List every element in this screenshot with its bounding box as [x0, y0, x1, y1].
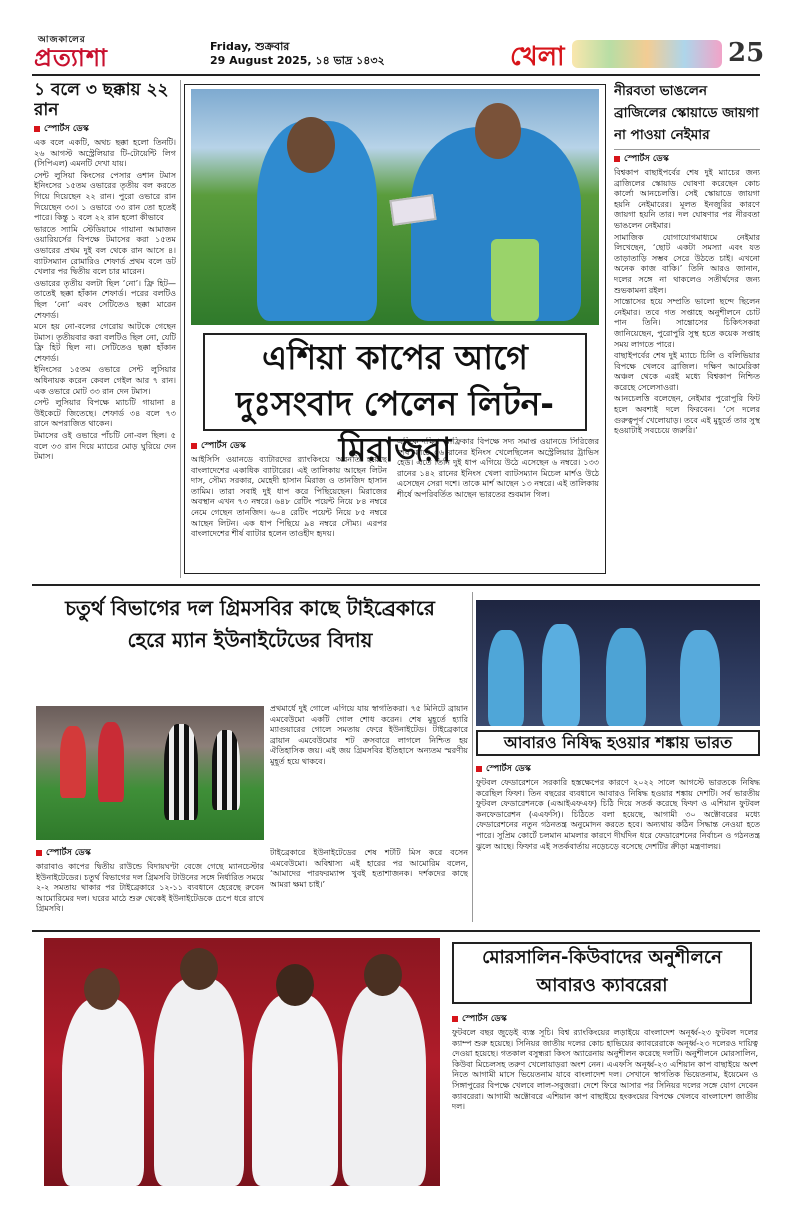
player-head-left [287, 117, 335, 173]
section-divider [32, 584, 760, 586]
india-player-4 [680, 630, 720, 726]
story5-byline [476, 762, 760, 776]
story3-paragraph: আনচেলত্তি বলেছেন, নেইমার পুরোপুরি ফিট হলে অবশ্যই দলে ফিরবেন। ‘সে দলের গুরুত্বপূর্ণ খেলোয়াড়। তবে এই মুহূর্তে তার সুস্থ হওয়াটাই সবচেয়ে জরুরি।’ [614, 394, 760, 436]
cricket-training-photo [191, 89, 599, 325]
story2-col-1 [191, 437, 387, 571]
story1-byline-text: স্পোর্টস ডেস্ক [44, 124, 89, 134]
story2-byline-text: স্পোর্টস ডেস্ক [201, 441, 246, 451]
story6-headline-line1: মোরসালিন-কিউবাদের অনুশীলনে [482, 947, 722, 968]
story5-headline-text: আবারও নিষিদ্ধ হওয়ার শঙ্কায় ভারত [503, 733, 733, 752]
story2-paragraph: আইসিসি ওয়ানডে ব্যাটারদের র‍্যাংকিংয়ে অবনতি হয়েছে বাংলাদেশের একাধিক ব্যাটারের। এই তালিকায় আছেন লিটন দাস, সৌম্য সরকার, মেহেদী হাসান মিরাজ ও তানজিদ হাসান তামিম। তারা সবাই দুই ধাপ করে পিছিয়েছেন। মিরাজের অবস্থান এখন ৭৩ নম্বরে। ৬৪৮ রেটিং পয়েন্ট নিয়ে ৮৪ নম্বরে নেমে গেছেন তানজিদ। ৬০৪ রেটিং পয়েন্ট নিয়ে ৮৫ নম্বরে আছেন লিটন। এক ধাপ পিছিয়ে ৯৪ নম্বরে সৌম্য। এরপর বাংলাদেশের শীর্ষ ব্যাটার হলেন তাওহীদ হৃদয়। [191, 455, 387, 539]
story1-paragraph: ভারতে স্যামি স্টেডিয়ামে গায়ানা আমাজন ওয়ারিয়র্সের বিপক্ষে টমাসের করা ১৫তম ওভারের প্রথম দুই বল থেকে রান আসে ৪। ব্যাটসম্যান রোমারিও শেফার্ড প্রথম বলে ডট খেলার পর দ্বিতীয় বলে চার মারেন। [34, 224, 176, 277]
byline-square-icon [191, 443, 197, 449]
byline-square-icon [614, 156, 620, 162]
section-divider [32, 930, 760, 932]
byline-square-icon [36, 850, 42, 856]
story1-paragraph: টমাসের ওই ওভারে পাঁচটি নো-বল ছিল। ৫ বলে ৩৩ রান দিয়ে ম্যাচের মোড় ঘুরিয়ে দেন টমাস। [34, 431, 176, 462]
u23-head-1 [84, 968, 120, 1010]
india-player-1 [488, 630, 524, 726]
story4-paragraph: কারাবাও কাপের দ্বিতীয় রাউন্ডে বিদায়ঘণ্টা বেজে গেছে ম্যানচেস্টার ইউনাইটেডের। চতুর্থ বিভাগের দল গ্রিমসবি টাউনের সঙ্গে নির্ধারিত সময়ে ২-২ সমতায় থাকার পর টাইব্রেকারে ১২-১১ ব্যবধানে হেরেছে রুবেন আমোরিমের দল। ঘরের মাঠে শুরু থেকেই ইউনাইটেডকে চেপে ধরে রাখে গ্রিমসবি। [36, 862, 264, 914]
player-red-1 [60, 726, 86, 798]
story2-byline [191, 439, 387, 453]
story3-paragraph: সান্তোসের হয়ে সম্প্রতি ভালো ছন্দে ছিলেন নেইমার। তবে গত সপ্তাহে অনুশীলনে চোট পান তিনি। সান্তোসের চিকিৎসকরা জানিয়েছেন, পুরোপুরি সুস্থ হতে কয়েক সপ্তাহ সময় লাগতে পারে। [614, 297, 760, 349]
story6-headline [452, 942, 752, 1004]
section-banner [572, 40, 722, 68]
story3-paragraph: সামাজিক যোগাযোগমাধ্যমে নেইমার লিখেছেন, ‘ছোট একটা সমস্যা এবং যত তাড়াতাড়ি সম্ভব সেরে উঠতে চাই। এখনো অনেক কাজ বাকি।’ তিনি আরও জানান, দলের সঙ্গে না থাকলেও সতীর্থদের জন্য শুভকামনা রইল। [614, 232, 760, 295]
india-players-photo [476, 600, 760, 726]
byline-square-icon [452, 1016, 458, 1022]
masthead [32, 34, 765, 76]
u23-player-2 [154, 978, 244, 1186]
story4-headline-line1: চতুর্থ বিভাগের দল গ্রিমসবির কাছে টাইব্রেকারে [65, 596, 435, 620]
u23-team-photo [44, 938, 440, 1186]
batting-pad [491, 239, 539, 321]
u23-player-4 [342, 984, 426, 1186]
story-grimsby [32, 592, 468, 922]
story5-byline-text: স্পোর্টস ডেস্ক [486, 764, 531, 774]
story6-byline [452, 1012, 758, 1026]
story5-headline [476, 730, 760, 756]
u23-head-2 [180, 948, 218, 990]
byline-square-icon [476, 766, 482, 772]
story1-paragraph: মনে হয় নো-বলের গেরোয় আটকে গেছেন টমাস। তৃতীয়বার করা বলটিও ছিল নো, যেটি ফ্রি হিট ছিল না। সেটিতেও ছক্কা হাঁকান শেফার্ড। [34, 322, 176, 363]
story3-paragraph: বিশ্বকাপ বাছাইপর্বের শেষ দুই ম্যাচের জন্য ব্রাজিলের স্কোয়াড ঘোষণা করেছেন কোচ কার্লো আনচেলত্তি। সেই স্কোয়াডে জায়গা হয়নি নেইমারের। মূলত ইনজুরির কারণে জায়গা হয়নি তার। দল ঘোষণার পর নীরবতা ভাঙলেন নেইমার। [614, 168, 760, 230]
story3-byline-text: স্পোর্টস ডেস্ক [624, 154, 669, 164]
story-neymar [614, 80, 760, 580]
story1-byline [34, 122, 176, 136]
story-asia-cup [184, 84, 606, 574]
u23-player-1 [62, 998, 144, 1186]
u23-head-3 [276, 964, 314, 1006]
football-match-photo [36, 706, 264, 840]
india-player-3 [606, 628, 646, 726]
page-number: 25 [728, 38, 765, 68]
story2-headline-text: এশিয়া কাপের আগে দুঃসংবাদ পেলেন লিটন-মিরাজরা [236, 338, 554, 469]
story2-paragraph: এদিকে দক্ষিণ আফ্রিকার বিপক্ষে সদ্য সমাপ্ত ওয়ানডে সিরিজের শেষ ম্যাচে ৫৬ রানের ইনিংস খেলেছিলেন অস্ট্রেলিয়ার ট্রাভিস হেড। এতে তিনি দুই ধাপ এগিয়ে উঠে এসেছেন ৬ নম্বরে। ১৩৩ রানের ১৪২ রানের ইনিংস খেলা ব্যাটসম্যান মিচেল মার্শও উঠে এসেছেন সেরা দশে। তাকে মার্শ আছেন ১৩ নম্বরে। এই তালিকায় শীর্ষে অপরিবর্তিত আছেন ভারতের শুবমান গিল। [397, 437, 599, 499]
story4-paragraph: প্রথমার্ধে দুই গোলে এগিয়ে যায় স্বাগতিকরা। ৭৫ মিনিটে ব্রায়ান এমবেউমো একটি গোল শোধ করেন। শেষ মুহূর্তে হ্যারি ম্যাগুয়ারের গোলে সমতায় ফেরে ইউনাইটেড। টাইব্রেকারে ব্রায়ান এমবেউমোর শট ক্রসবারে লাগলে নিশ্চিত হয় ঐতিহাসিক জয়। এই জয় গ্রিমসবির ইতিহাসে অন্যতম স্মরণীয় মুহূর্ত হয়ে থাকবে। [270, 704, 468, 766]
issue-day: Friday, শুক্রবার [210, 40, 290, 53]
india-player-2 [542, 624, 580, 726]
player-red-2 [98, 722, 124, 802]
logo-small: আজকালের [38, 35, 86, 45]
column-divider [180, 80, 181, 578]
player-head-right [475, 103, 521, 159]
player-striped-2 [212, 730, 240, 810]
u23-head-4 [364, 954, 402, 996]
story6-paragraph: ফুটবলে বছর জুড়েই ব্যস্ত সূচি। বিশ্ব র‍্যাংকিংয়ের লড়াইয়ে বাংলাদেশ অনূর্ধ্ব-২৩ ফুটবল দলের ক্যাম্প শুরু হয়েছে। সিনিয়র জাতীয় দলের কোচ হাভিয়ের ক্যাবরেরাকে অনূর্ধ্ব-২৩ দলেরও দায়িত্ব দেওয়া হয়েছে। গতকাল বসুন্ধরা কিংস অ্যারেনায় অনুশীলন করেছে দলটি। অনুশীলনে মোরসালিন, কিউবা মিচেলসহ তরুণ খেলোয়াড়রা অংশ নেন। এএফসি অনূর্ধ্ব-২৩ এশিয়ান কাপ বাছাইয়ে অংশ নিতে আগামী মাসে ভিয়েতনাম যাবে বাংলাদেশ দল। সেখানে স্বাগতিক ভিয়েতনাম, ইয়েমেন ও সিঙ্গাপুরের বিপক্ষে খেলবে লাল-সবুজরা। দেশে ফিরে আসার পর সিনিয়র দলের সঙ্গে যোগ দেবেন ক্যাবরেরা। আগামী অক্টোবরে এশিয়ান কাপ বাছাইয়ে হংকংয়ের বিপক্ষে খেলবে বাংলাদেশ জাতীয় দল। [452, 1028, 758, 1112]
story6-headline-line2: আবারও ক্যাবরেরা [536, 975, 668, 996]
story6-byline-text: স্পোর্টস ডেস্ক [462, 1014, 507, 1024]
story1-paragraph: সেন্ট লুসিয়ার বিপক্ষে ম্যাচটি গায়ানা ৪ উইকেটে জিতেছে। শেফার্ড ৩৪ বলে ৭৩ রানে অপরাজিত থাকেন। [34, 398, 176, 429]
story3-paragraph: বাছাইপর্বের শেষ দুই ম্যাচে চিলি ও বলিভিয়ার বিপক্ষে খেলবে ব্রাজিল। দক্ষিণ আমেরিকা অঞ্চল থেকে এরই মধ্যে বিশ্বকাপ নিশ্চিত করেছে সেলেসাওরা। [614, 351, 760, 392]
story2-col-2 [397, 437, 599, 571]
story4-col-right [270, 704, 468, 844]
story6-body [452, 1010, 758, 1190]
story3-headline: নীরবতা ভাঙলেন ব্রাজিলের স্কোয়াডে জায়গা না পাওয়া নেইমার [614, 80, 760, 150]
story1-paragraph: ইনিংসের ১৫তম ওভারে সেন্ট লুসিয়ার অধিনায়ক করেন কেবল গেইল আর ৭ রান। এক ওভারে মোট ৩৩ রান দেন টমাস। [34, 365, 176, 396]
story1-paragraph: এক বলে একটি, অথচ ছক্কা হলো তিনটি। ২৬ আগস্ট অস্ট্রেলিয়ার টি-টোয়েন্টি লিগ (সিপিএল) এমনটি দেখা যায়। [34, 138, 176, 169]
story1-headline: ১ বলে ৩ ছক্কায় ২২ রান [34, 80, 169, 120]
logo-big: প্রত্যাশা [34, 43, 109, 72]
column-divider [472, 592, 473, 922]
story4-byline [36, 846, 264, 860]
story4-col-bottom-left [36, 844, 264, 918]
story4-headline [32, 592, 468, 656]
story5-paragraph: ফুটবল ফেডারেশনে সরকারি হস্তক্ষেপের কারণে ২০২২ সালে আগস্টে ভারতকে নিষিদ্ধ করেছিল ফিফা। তিন বছরের ব্যবধানে আবারও নিষিদ্ধ হওয়ার শঙ্কায় দেশটি। সর্ব ভারতীয় ফুটবল ফেডারেশনকে (এআইএফএফ) চিঠি দিয়ে সতর্ক করেছে ফিফা ও এশিয়ান ফুটবল কনফেডারেশন (এএফসি)। চিঠিতে বলা হয়েছে, আগামী ৩০ অক্টোবরের মধ্যে ফেডারেশনের নতুন গঠনতন্ত্র অনুমোদন করতে হবে। অন্যথায় কঠিন সিদ্ধান্ত নেওয়া হতে পারে। সুপ্রিম কোর্টে চলমান মামলার কারণে দীর্ঘদিন ধরে ফেডারেশনের নির্বাচন ও গঠনতন্ত্র ঝুলে আছে। ফিফার এই সতর্কবার্তায় নড়েচড়ে বসেছে দেশটির ক্রীড়া মন্ত্রণালয়। [476, 778, 760, 851]
story-one-ball-three-sixes [34, 80, 176, 580]
story3-byline [614, 152, 760, 166]
story4-headline-line2: হেরে ম্যান ইউনাইটেডের বিদায় [127, 628, 373, 652]
story1-paragraph: সেন্ট লুসিয়া কিংসের পেসার ওশান টমাস ইনিংসের ১৫তম ওভারের তৃতীয় বল করতে গিয়ে দিয়েছেন ২২ রান। পুরো ওভারে রান দিয়েছেন ৩৩। ১ ওভারে ৩৩ রান তো হতেই পারে। কিন্তু ১ বলে ২২ রান হলো কীভাবে [34, 170, 176, 223]
player-striped [164, 724, 198, 820]
newspaper-logo [34, 34, 108, 80]
story3-body [614, 152, 760, 437]
section-title: খেলা [510, 42, 565, 72]
issue-date-text: 29 August 2025, ১৪ ভাদ্র ১৪৩২ [210, 54, 385, 67]
issue-date [210, 40, 385, 68]
story5-body [476, 760, 760, 922]
story4-col-bottom-right [270, 848, 468, 918]
u23-player-3 [252, 994, 338, 1186]
story4-paragraph: টাইব্রেকারে ইউনাইটেডের শেষ শটটি মিস করে বসেন এমবেউমো। অবিশ্বাস্য এই হারের পর আমোরিম বলেন, ‘আমাদের পারফরম্যান্স খুবই হতাশাজনক। দর্শকদের কাছে আমরা ক্ষমা চাই।’ [270, 848, 468, 889]
story1-paragraph: ওভারের তৃতীয় বলটা ছিল ‘নো’। ফ্রি হিট—তাতেই ছক্কা হাঁকান শেফার্ড। পরের বলটিও ছিল ‘নো’ এবং সেটিতেও ছক্কা মারেন শেফার্ড। [34, 278, 176, 320]
byline-square-icon [34, 126, 40, 132]
story4-byline-text: স্পোর্টস ডেস্ক [46, 848, 91, 858]
